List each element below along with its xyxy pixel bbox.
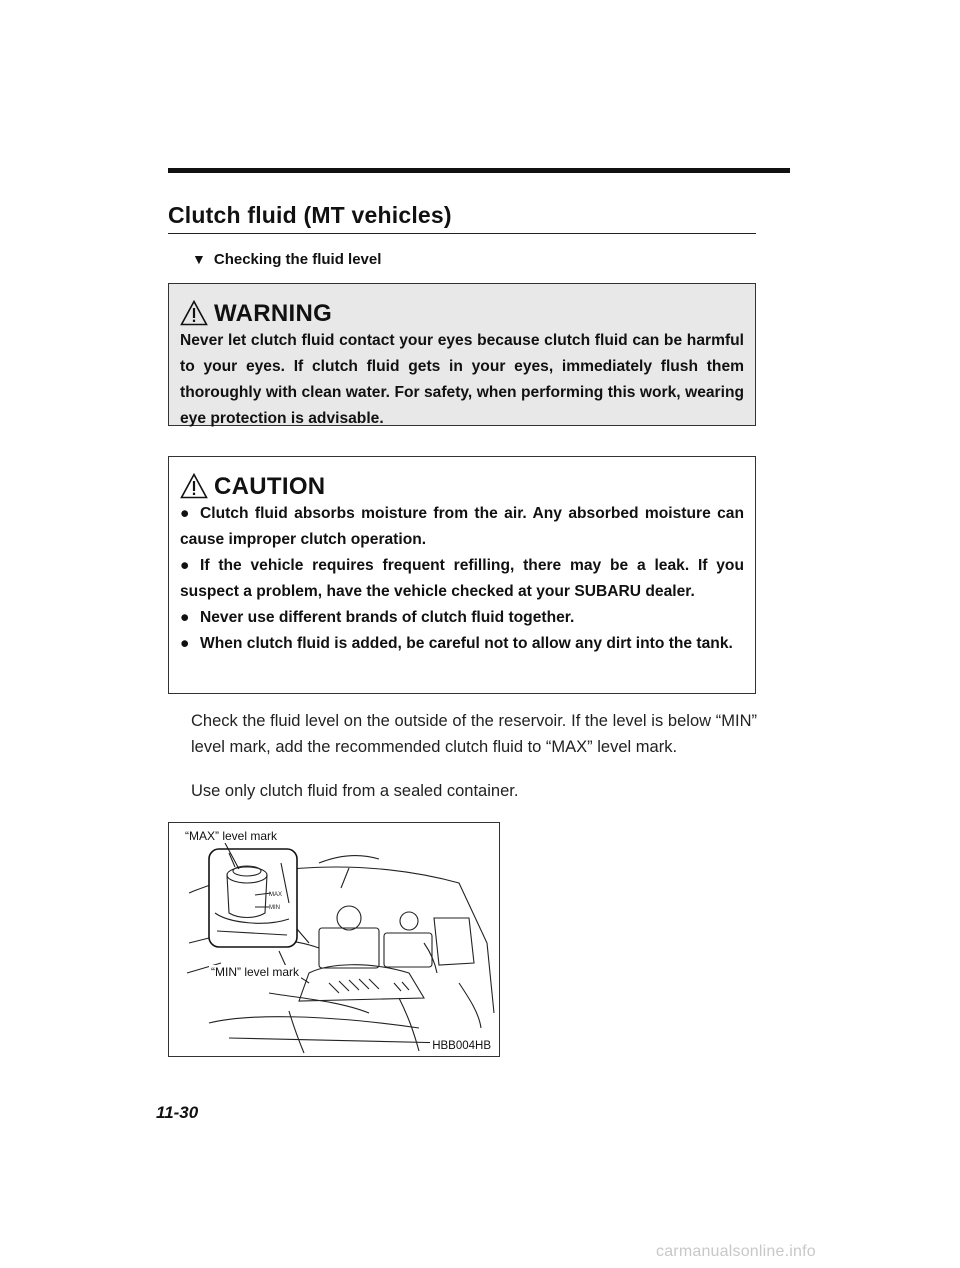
body-paragraph-2: Use only clutch fluid from a sealed container. xyxy=(191,782,519,800)
subhead xyxy=(192,251,381,268)
caution-box xyxy=(168,456,756,694)
caution-item: ● Never use different brands of clutch fluid together. xyxy=(180,605,744,631)
bullet-icon: ● xyxy=(180,505,190,522)
engine-bay-figure xyxy=(168,822,500,1057)
triangle-marker-icon: ▼ xyxy=(192,251,206,267)
caution-item: ● If the vehicle requires frequent refilling, there may be a leak. If you suspect a problem, have the vehicle checked at your SUBARU dealer. xyxy=(180,553,744,605)
warning-text: Never let clutch fluid contact your eyes because clutch fluid can be harmful to your eyes. If clutch fluid gets in your eyes, immediately flush them thoroughly with clean water. For safety, when performing this work, wearing eye protection is advisable. xyxy=(180,332,744,427)
subhead-text: Checking the fluid level xyxy=(213,251,382,268)
section-title: Clutch fluid (MT vehicles) xyxy=(168,202,452,228)
min-level-label: “MIN” level mark xyxy=(211,965,300,979)
caution-header xyxy=(180,469,744,499)
warning-triangle-icon xyxy=(180,300,208,326)
warning-box xyxy=(168,283,756,426)
page-number: 11-30 xyxy=(156,1103,199,1122)
caution-item: ● Clutch fluid absorbs moisture from the air. Any absorbed moisture can cause improper clutch operation. xyxy=(180,501,744,553)
warning-triangle-icon xyxy=(180,473,208,499)
bullet-icon: ● xyxy=(180,635,190,652)
caution-title: CAUTION xyxy=(214,473,326,500)
warning-header xyxy=(180,296,744,326)
title-underline xyxy=(168,233,756,234)
body-paragraph-1: Check the fluid level on the outside of the reservoir. If the level is below “MIN” level mark, add the recommended clutch fluid to “MAX” level mark. xyxy=(191,712,757,756)
top-rule xyxy=(168,168,790,173)
watermark: carmanualsonline.info xyxy=(656,1243,816,1260)
engine-bay-illustration xyxy=(169,823,499,1056)
caution-list xyxy=(180,501,744,657)
bullet-icon: ● xyxy=(180,609,190,626)
figure-code: HBB004HB xyxy=(432,1040,491,1052)
max-level-label: “MAX” level mark xyxy=(185,829,278,843)
inset-max-mark: MAX xyxy=(269,892,283,898)
bullet-icon: ● xyxy=(180,557,190,574)
warning-title: WARNING xyxy=(214,300,333,327)
caution-item: ● When clutch fluid is added, be careful not to allow any dirt into the tank. xyxy=(180,631,744,657)
inset-min-mark: MIN xyxy=(269,905,280,911)
